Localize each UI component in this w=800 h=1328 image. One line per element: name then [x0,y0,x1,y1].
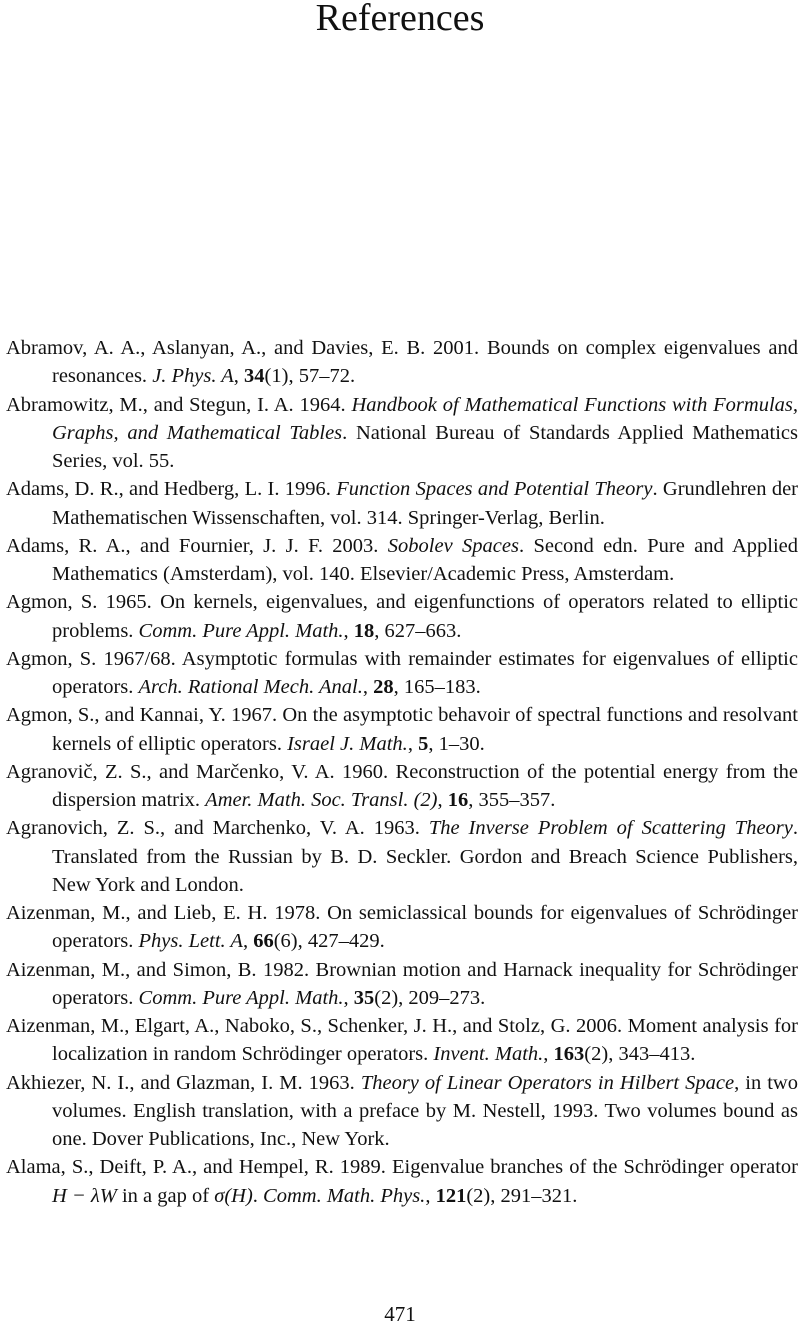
reference-item: Agmon, S. 1965. On kernels, eigenvalues, and eigenfunctions of operators related to elliptic problems. Comm. Pure Appl. Math., 18, 627–663. [6,591,798,642]
ref-title: Moment analysis for localization in random Schrödinger operators. [52,1015,798,1066]
ref-title: Brownian motion and Harnack inequality for Schrödinger operators. [52,958,799,1009]
ref-book-title: The Inverse Problem of Scattering Theory [428,817,793,840]
reference-item: Agranovič, Z. S., and Marčenko, V. A. 1960. Reconstruction of the potential energy from the dispersion matrix. Amer. Math. Soc. Transl. (2), 16, 355–357. [6,760,798,811]
ref-details: , 165–183. [393,676,481,698]
ref-authors: Adams, D. R., and Hedberg, L. I. 1996. [6,478,331,501]
ref-venue: Comm. Math. Phys. [263,1184,426,1207]
ref-details: (2), 291–321. [466,1184,578,1207]
ref-book-title: Function Spaces and Potential Theory [336,478,653,501]
ref-math-expression: σ(H) [214,1184,253,1207]
ref-authors: Aizenman, M., and Lieb, E. H. 1978. [6,902,321,924]
ref-details: , 627–663. [374,619,462,642]
ref-authors: Agmon, S. 1967/68. [6,647,176,670]
ref-volume: 121 [435,1184,467,1207]
ref-book-title: Theory of Linear Operators in Hilbert Space [360,1071,735,1094]
ref-details: . Second edn. Pure and Applied Mathematics (Amsterdam), vol. 140. Elsevier/Academic Press, Amsterdam. [52,534,799,585]
ref-book-title: Sobolev Spaces [387,534,519,557]
ref-title: Reconstruction of the potential energy from the dispersion matrix. [52,760,798,811]
ref-venue: Invent. Math. [433,1043,544,1066]
reference-item: Aizenman, M., and Simon, B. 1982. Brownian motion and Harnack inequality for Schrödinger operators. Comm. Pure Appl. Math., 35(2), 209–273. [6,958,799,1009]
reference-item [6,532,798,589]
ref-venue: Phys. Lett. A [138,930,243,953]
ref-volume: 18 [353,619,375,642]
reference-item [6,391,798,476]
ref-authors: Abramov, A. A., Aslanyan, A., and Davies, E. B. 2001. [6,337,480,359]
reference-item: Aizenman, M., and Lieb, E. H. 1978. On semiclassical bounds for eigenvalues of Schrödinger operators. Phys. Lett. A, 66(6), 427–429. [6,902,799,953]
reference-item [6,475,798,532]
ref-details: (6), 427–429. [273,930,385,953]
ref-volume: 34 [244,365,265,388]
reference-item [6,814,798,899]
ref-volume: 16 [447,789,469,811]
ref-title: Eigenvalue branches of the Schrödinger operator [392,1156,799,1179]
ref-volume: 5 [418,732,429,755]
ref-authors: Akhiezer, N. I., and Glazman, I. M. 1963. [6,1071,355,1094]
ref-title: On semiclassical bounds for eigenvalues of Schrödinger operators. [52,902,799,953]
ref-details: (1), 57–72. [264,365,356,388]
ref-title: Bounds on complex eigenvalues and resonances. [52,337,799,388]
reference-item: Agmon, S. 1967/68. Asymptotic formulas with remainder estimates for eigenvalues of elliptic operators. Arch. Rational Mech. Anal., 28, 165–183. [6,647,798,698]
ref-authors: Aizenman, M., and Simon, B. 1982. [6,958,310,981]
ref-venue: Israel J. Math. [287,732,408,755]
ref-title: On kernels, eigenvalues, and eigenfunctions of operators related to elliptic problems. [52,591,798,642]
page-title: References [315,0,485,39]
ref-volume: 35 [353,986,375,1009]
ref-venue: Amer. Math. Soc. Transl. (2) [205,789,438,811]
reference-item [6,1069,798,1154]
ref-authors: Abramowitz, M., and Stegun, I. A. 1964. [6,393,346,416]
reference-list [6,334,798,1210]
reference-item: Alama, S., Deift, P. A., and Hempel, R. 1989. Eigenvalue branches of the Schrödinger operator H − λW in a gap of σ(H). Comm. Math. Phys., 121(2), 291–321. [6,1156,799,1207]
ref-venue: Comm. Pure Appl. Math. [138,986,344,1009]
reference-item: Aizenman, M., Elgart, A., Naboko, S., Schenker, J. H., and Stolz, G. 2006. Moment analysis for localization in random Schrödinger operators. Invent. Math., 163(2), 343–413. [6,1015,798,1066]
ref-volume: 163 [553,1043,585,1066]
ref-details: , 355–357. [468,789,556,811]
ref-details: . Translated from the Russian by B. D. Seckler. Gordon and Breach Science Publishers, New York and London. [52,817,798,896]
ref-details: (2), 343–413. [584,1043,696,1066]
ref-details: . Grundlehren der Mathematischen Wissenschaften, vol. 314. Springer-Verlag, Berlin. [52,478,799,529]
ref-authors: Adams, R. A., and Fournier, J. J. F. 2003. [6,534,379,557]
ref-details: , 1–30. [428,732,485,755]
ref-authors: Aizenman, M., Elgart, A., Naboko, S., Schenker, J. H., and Stolz, G. 2006. [6,1015,623,1037]
reference-item: Abramov, A. A., Aslanyan, A., and Davies, E. B. 2001. Bounds on complex eigenvalues and resonances. J. Phys. A, 34(1), 57–72. [6,337,799,388]
ref-volume: 66 [253,930,274,953]
ref-authors: Agmon, S., and Kannai, Y. 1967. [6,704,278,727]
ref-details: . National Bureau of Standards Applied Mathematics Series, vol. 55. [52,421,798,472]
ref-book-title: Handbook of Mathematical Functions with Formulas, Graphs, and Mathematical Tables [52,393,799,444]
ref-title: . [252,1184,258,1207]
ref-volume: 28 [373,676,394,698]
ref-venue: J. Phys. A [152,365,234,388]
ref-title: Asymptotic formulas with remainder estimates for eigenvalues of elliptic operators. [52,647,798,698]
ref-details: (2), 209–273. [374,986,486,1009]
ref-venue: Comm. Pure Appl. Math. [138,619,344,642]
reference-item: Agmon, S., and Kannai, Y. 1967. On the asymptotic behavoir of spectral functions and resolvant kernels of elliptic operators. Israel J. Math., 5, 1–30. [6,704,798,755]
ref-math-expression: H − λW [52,1184,117,1207]
ref-title: in a gap of [121,1184,210,1207]
ref-authors: Agranovič, Z. S., and Marčenko, V. A. 1960. [6,760,389,783]
ref-authors: Alama, S., Deift, P. A., and Hempel, R. 1989. [6,1156,386,1179]
ref-details: , in two volumes. English translation, with a preface by M. Nestell, 1993. Two volumes bound as one. Dover Publications, Inc., New York. [52,1071,798,1150]
ref-authors: Agranovich, Z. S., and Marchenko, V. A. 1963. [6,817,420,840]
ref-title: On the asymptotic behavoir of spectral functions and resolvant kernels of elliptic operators. [52,704,798,755]
page-number: 471 [384,1302,416,1326]
ref-venue: Arch. Rational Mech. Anal. [138,676,363,698]
ref-authors: Agmon, S. 1965. [6,591,152,614]
